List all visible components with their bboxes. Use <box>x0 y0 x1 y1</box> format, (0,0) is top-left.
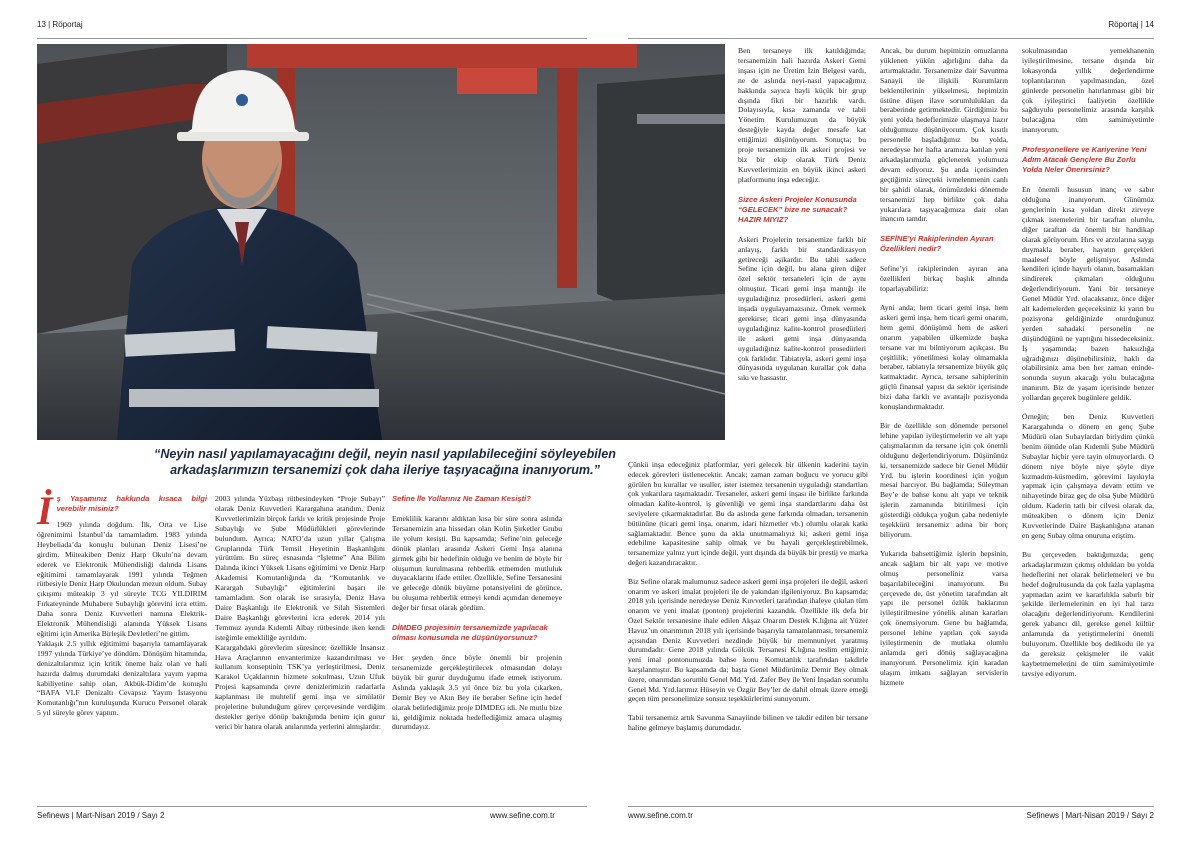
column-1 <box>37 488 207 718</box>
pull-quote: “Neyin nasıl yapılamayacağını değil, neyin nasıl yapılabileceğini söyleyebilen arkadaşlarımızın tersanemizi çok daha ileriye taşıyacağına inanıyorum.” <box>154 447 616 477</box>
column-2 <box>215 494 385 732</box>
paragraph: Yukarıda bahsettiğimiz işlerin hepsinin, ancak sağlam bir alt yapı ve motive olmuş personeliniz varsa başarılabileceğini inanıyorum. Bu çerçevede de, üst yönetim tarafından alt yapı ile personel özlük haklarının iyileştirilmesine yönelik alınan kararları çok önemsiyorum. Gene bu bağlamda, personel lehine yapılan çok sayıda iyileştirmenin de mutlaka olumlu anlamda geri dönüş sağlayacağına inanıyorum. Personelimiz için karadan ulaşım imkanı sağlayan servislerin hizmete <box>880 548 1008 687</box>
question-heading: Sizce Askeri Projeler Konusunda “GELECEK” bize ne sunacak? HAZIR MIYIZ? <box>738 194 857 224</box>
paragraph: 2003 yılında Yüzbaşı rütbesindeyken “Proje Subayı” olarak Deniz Kuvvetleri Karargahına atandım. Deniz Kuvvetlerimizin birçok farklı ve kritik projesinde Proje Subaylığı ve Şube Müdürlükleri görevlerinde bulundum. Ayrıca; NATO’da uzun yıllar Çalışma Gruplarında Türk Temsil Heyetinin Başkanlığını yürüttüm. Bu süreç esnasında “İşletme” Ana Bilim Dalında ikinci Yüksek Lisans eğitimimi ve Deniz Harp Akademisi Komutanlığında da “Komutanlık ve Karargah Subaylığı” eğitimlerini başarı ile tamamladım. Son olarak ise sırasıyla, Deniz Hava Daire Başkanlığı ile Elektronik ve Silah Sistemleri Daire Başkanlığı görevlerini icra ederek 2014 yılı Temmuz ayında Kıdemli Albay rütbesinde iken kendi isteğimle emekliliğe ayrıldım. <box>215 494 385 642</box>
paragraph: Emeklilik kararını aldıktan kısa bir süre sonra aslında Tersanemizin ana hissedarı olan Kolin Şirketler Grubu ile yolum kesişti. Bu kapsamda; Sefine’nin geleceğe dönük planları arasında Askeri Gemi İnşa alanına girmek gibi bir hedefinin olduğu ve benim de böyle bir oluşumun kurulmasına rehberlik etmemden mutluluk duyacaklarını ifade ettiler. Özellikle, Sefine Tersanesini ve geleceğe dönük büyüme potansiyelini de görünce, bu oluşuma rehberlik etmeyi kendi açımdan denemeye değer bir fırsat olarak gördüm. <box>392 514 562 613</box>
question-heading: ş Yaşamınız hakkında kısaca bilgi verebilir misiniz? <box>56 494 207 513</box>
paragraph: Tabii tersanemiz artık Savunma Sanayiinde bilinen ve takdir edilen bir tersane haline gelmeye başlamış durumdadır. <box>628 713 868 732</box>
question-heading: Sefine İle Yollarınız Ne Zaman Kesişti? <box>392 494 531 503</box>
drop-cap: İ <box>37 488 53 533</box>
column-5 <box>880 46 1008 688</box>
column-3 <box>392 494 562 732</box>
column-4 <box>738 46 866 383</box>
column-6 <box>1022 46 1154 679</box>
question-heading: Profesyonellere ve Kariyerine Yeni Adım Atacak Gençlere Bu Zorlu Yolda Neler Önerirsiniz? <box>1022 145 1147 175</box>
footer-magazine-right: Sefinews | Mart-Nisan 2019 / Sayı 2 <box>1026 811 1154 820</box>
paragraph: Bir de özellikle son dönemde personel lehine yapılan iyileştirmelerin ve alt yapı çalışmalarının da tersane için çok önemli olduğunu değerlendiriyorum. Düşününüz ki, tersanemizde sadece bir Genel Müdür Yrd. bu işlerin koordinesi için yoğun mesai harcıyor. Bu bağlamda; Süleyman Bey’e de bahse konu alt yapı ve teknik işlerin zamanında bitirilmesi için gösterdiği oldukça yoğun çaba nedeniyle teşekkürü tersanemiz adına bir borç biliyorum. <box>880 421 1008 539</box>
paragraph: sokulmasından yemekhanenin iyileştirilmesine, tersane dışında bir lokasyonda yıllık değerlendirme toplantılarının yapılmasından, özel günlerde personelin hatırlanması gibi bir çok iyileştirici faaliyetin özellikle sağduyulu personelimiz arasında karşılık bulacağına tüm samimiyetimle inanıyorum. <box>1022 46 1154 135</box>
footer-url-left[interactable]: www.sefine.com.tr <box>490 811 555 820</box>
paragraph: Ayni anda; hem ticari gemi inşa, hem askeri gemi inşa, hem ticari gemi onarım, hem gemi dönüşümü hem de askeri onarım yapabilen ülkemizde başka tersane var mı bilmiyorum açıkçası. Bu çeşitlilik; yönetilmesi kolay olmamakla beraber, tabiatıyla tersanemize büyük güç katmaktadır. Ayrıca, tersane sahiplerinin güçlü finansal yapısı da sektör içerisinde bizi daha farklı ve avantajlı pozisyonda konuşlandırmaktadır. <box>880 303 1008 412</box>
paragraph: Askeri Projelerin tersanemize farklı bir anlayış, farklı bir standardizasyon getireceği aşikardır. Bu tabii sadece Sefine için değil, bu alana giren diğer özel sektör tersaneleri için de aynı olmuştur. Ticari gemi inşa mantığı ile uyguladığınız prosedürleri, askeri gemi inşada uygulayamazsınız. Örnek vermek gerekirse; ticari gemi inşa dünyasında uyguladığınız kalite-kontrol prosedürleri ile askeri gemi inşa dünyasında uyguladığınız kalite-kontrol prosedürleri çok farklıdır. Tabiatıyla, askeri gemi inşa dünyasında uygulanan kurallar çok daha sıkı ve hassastır. <box>738 234 866 383</box>
paragraph: Karargahdaki görevlerim süresince; özellikle İnsansız Hava Araçlarının envanterimize kazandırılması ve kullanım konseptinin TSK’ya yerleştirilmesi, Deniz Karakol Uçaklarının hizmete sokulması, Uzun Ufuk Projesi kapsamında çevre denizlerimizin radarlarla kaplanması ile muhtelif gemi inşa ve simülatör projelerine bulunduğum görev çerçevesinde verdiğim destekler geriye dönüp baktığımda benim için gurur verici bir hatıra olarak anılarımda yerlerini almışlardır. <box>215 642 385 731</box>
question-heading: SEFİNE’yi Rakiplerinden Ayıran Özellikleri nedir? <box>880 234 994 254</box>
page-number-right: Röportaj | 14 <box>1108 20 1154 29</box>
page-number-left: 13 | Röportaj <box>37 20 83 29</box>
footer-rule-right <box>628 806 1154 807</box>
paragraph: 1969 yılında doğdum. İlk, Orta ve Lise öğrenimimi İstanbul’da tamamladım. 1983 yılında Heybeliada’da konuşlu bulunan Deniz Lisesi’ne girdim. Müteakiben Deniz Harp Okulu’na devam ederek ve Elektronik Mühendisliği dalında Lisans eğitimimi tamamlayarak 1991 yılında Teğmen rütbesiyle Deniz Harp Okulundan mezun oldum. Subay çıkışımı müteakip 3 yıl süreyle TCG YILDIRIM Fırkateyninde Muhabere Subaylığı görevini icra ettim. Daha sonra Deniz Kuvvetleri namına Elektrik-Elektronik Mühendisliği alanında Yüksek Lisans eğitimi için Amerika Birleşik Devletleri’ne gittim. <box>37 520 207 638</box>
paragraph: En önemli hususun inanç ve sabır olduğuna inanıyorum. Günümüz gençlerinin kısa yoldan direkt zirveye çıkmak istemelerini bir taraftan olumlu, diğer taraftan da önemli bir handikap olarak görüyorum. Hırs ve arzularına saygı duymakla beraber, hayatın gerçekleri maalesef böyle gelişmiyor. Aslında kendileri içinde hayırlı olanın, basamakları sindirerek çıkmaları olduğunu değerlendiriyorum. Yani bir tersaneye Genel Müdür Yrd. olacaksanız, önce diğer alt kademelerden geçeceksiniz ki yarın bu pozisyona geldiğinizde oturduğunuz yerden sahadaki personelin ne düşündüğünü ne yaptığını hissedeceksiniz. İş yaşamında; bazen haksızlığa uğradığınızı düşünebilirsiniz, haklı da olabilirsiniz ama ben her zaman eninde-sonunda suyun akacağı yolu bulacağına inanırım. Biz de yaşam içerisinde benzer yollardan geçerek bugünlere geldik. <box>1022 185 1154 403</box>
footer-magazine-left: Sefinews | Mart-Nisan 2019 / Sayı 2 <box>37 811 165 820</box>
footer-rule-left <box>37 806 587 807</box>
paragraph: Yaklaşık 2.5 yıllık eğitimimi başarıyla tamamlayarak 1997 yılında Türkiye’ye döndüm. Dönüşüm hitamında, denizaltılarımız için kritik öneme haiz olan ve hali hazırda dalmış durumdaki denizaltılara yayım yapma kabiliyetine sahip olan, Akbük-Didim’de konuşlu “BAFA VLF Denizaltı Cevapsız Yayım İstasyonu Komutanlığı”nın kuruluşunda Kurucu Personel olarak 5 yıl süreyle görev yaptım. <box>37 638 207 718</box>
paragraph: Sefine’yi rakiplerinden ayıran ana özellikleri birkaç başlık altında toparlayabiliriz: <box>880 264 1008 294</box>
shipyard-scene <box>37 44 725 440</box>
paragraph: Çünkü inşa edeceğiniz platformlar, yeri gelecek bir ülkenin kaderini tayin edecek görevleri üstlenecektir. Ancak; zaman zaman boğucu ve yorucu gibi görülen bu kurallar ve usuller, ister istemez tersanenin uyguladığı standartları çok yukarılara taşımaktadır. Tersaneler, askeri gemi inşası ile birlikte farkında olmadan kalite-kontrol, iş güvenliği ve gemi inşa standartlarını daha üst seviyelere çıkarmaktadırlar. Bu da aslında gene farkında olmadan, tersanenin bütününe (ticari gemi inşa, onarım, idari hizmetler vb.) olumlu olarak katkı sağlamaktadır. Bence şunu da akla unutmamalıyız ki; askeri gemi inşa edebilme kapasitesine sahip olmak ve bu hayali gerçekleştirebilmek, tersanemize yalnız yurt içinde değil, yurt dışında da büyük bir prestij ve marka değeri kazandıracaktır. <box>628 460 868 567</box>
column-4b <box>628 460 868 733</box>
footer-url-right[interactable]: www.sefine.com.tr <box>628 811 693 820</box>
paragraph: Ben tersaneye ilk katıldığımda; tersanemizin hali hazırda Askeri Gemi inşası için ne Üretim İzin Belgesi vardı, ne de aslında neyi-nasıl yapacağımız hakkında sayıca hayli küçük bir grup dışında fikri bir hazırlık vardı. Dolayısıyla, kısa zamanda ve tabii Yönetim Kurulumuzun da büyük desteğiyle kayda değer mesafe kat ettiğimizi düşünüyorum. Sonuçta; bu proje tersanemizin ilk askeri projesi ve biz bir ekip olarak Türk Deniz Kuvvetlerimizin en büyük ikinci askeri platformunu inşa edeceğiz. <box>738 46 866 184</box>
question-heading: DİMDEG projesinin tersanemizde yapılacak olması konusunda ne düşünüyorsunuz? <box>392 623 548 643</box>
header-rule-right <box>628 38 1154 39</box>
header-rule-left <box>37 38 587 39</box>
paragraph: Ancak, bu durum hepimizin omuzlarına yüklenen yükün ağırlığını daha da artırmaktadır. Tersanemize dair Savunma Sanayii ile ilişkili Kurumların beklentilerinin yükselmesi, hepimizin üstüne düşen ilave sorumlulukları da beraberinde getirmektedir. Girdiğimiz bu yeni yolda hedeflerimize ulaşmaya hazır olduğumuzu düşünüyorum. Çok kısıtlı personelle başladığımız bu yolda, neredeyse her hafta aramıza katılan yeni arkadaşlarımızla güçlenerek yolumuza devam ediyoruz. Şu anda içerisinden geçtiğimiz süreçteki ivmelenmenin canlı bir şahidi olarak, önümüzdeki dönemde tersanemizi hep birlikte çok daha yukarılara taşıyacağımıza dair olan inancım tamdır. <box>880 46 1008 224</box>
paragraph: Her şeyden önce böyle önemli bir projenin tersanemizde gerçekleştirilecek olmasından dolayı büyük bir gurur duyduğumu ifade etmek istiyorum. Aslında yaklaşık 3.5 yıl önce biz bu yola çıkarken, Demir Bey ve Akın Bey ile beraber Sefine için hedef olarak belirlediğimiz proje DİMDEG idi. Ne mutlu bize ki, geldiğimiz noktada hedeflediğimiz amaca ulaşmış durumdayız. <box>392 653 562 732</box>
paragraph: Örneğin; ben Deniz Kuvvetleri Karargahında o dönem en genç Şube Müdürü olan Subaylardan biriydim çünkü benim öünüde olan Kıdemli Şube Müdürü Subaylar hiçbir yere tayin olmuyorlardı. O dönem niye böyle niye şöyle diye kızmadım-küsmedim, görevimi layıkıyla yapmak için çalışmaya devam ettim ve nihayetinde biraz geç de olsa Şube Müdürü oldum. Kaderin tatlı bir cilvesi olarak da, müteakiben o dönem için Deniz Kuvvetlerinde Daire Başkanlığına atanan en genç Subay olma onuruna eriştim. <box>1022 412 1154 540</box>
portrait-photo <box>37 44 725 440</box>
paragraph: Biz Sefine olarak malumunuz sadece askeri gemi inşa projeleri ile değil, askeri onarım ve askeri imalat projeleri ile de yakından ilgileniyoruz. Bu kapsamda; 2018 yılı içerisinde neredeyse Deniz Kuvvetleri tarafından ihaleye çıkılan tüm onarım ve yeni imalat (ponton) projelerini kazandık. Özellikle ilk defa bir Özel Sektör tersanesine ihale edilen Akşaz Onarım Destek K.lığına ait Yüzer Havuz’un onarımının 2018 yılı içerisinde başarıyla tamamlanması, tersanemiz açısından Deniz Kuvvetleri nezdinde büyük bir memnuniyet yaratmış durumdadır. Gene 2018 yılında Gölcük Tersanesi K.lığına teslim ettiğimiz yeni imal pontonumuzda bahse konu Komutanlık tarafından takdirle karşılanmıştır. Bu kapsamda da; başta Genel Müdürümüz Demir Bey olmak üzere, onarımdan sorumlu Genel Md. Yrd. Zafer Bey ile Yeni İnşadan sorumlu Genel Md. Yrd.larımız Hüseyin ve Özgür Bey’ler de dahil olmak üzere emeği geçen tüm personelimize sonsuz teşekkürlerimi sunuyorum. <box>628 576 868 704</box>
paragraph: Bu çerçeveden baktığımızda; genç arkadaşlarımızın çıkmış oldukları bu yolda hedeflerini net olarak belirlemeleri ve bu hedef doğrultusunda da çok fazla yaplaşma yapmadan azim ve kararlılıkla sabırlı bir şekilde ilerlemelerinin en iyi hal tarzı olacağını değerlendiriyorum. Kendilerini gerek yabancı dil, gerekse genel kültür anlamında da yetiştirmelerini önemli buluyorum. Özellikle boş dedikodu ile ya da gereksiz çekişmeler ile vakit kaybetmemelerini de tüm samimiyetimle tavsiye ediyorum. <box>1022 549 1154 678</box>
